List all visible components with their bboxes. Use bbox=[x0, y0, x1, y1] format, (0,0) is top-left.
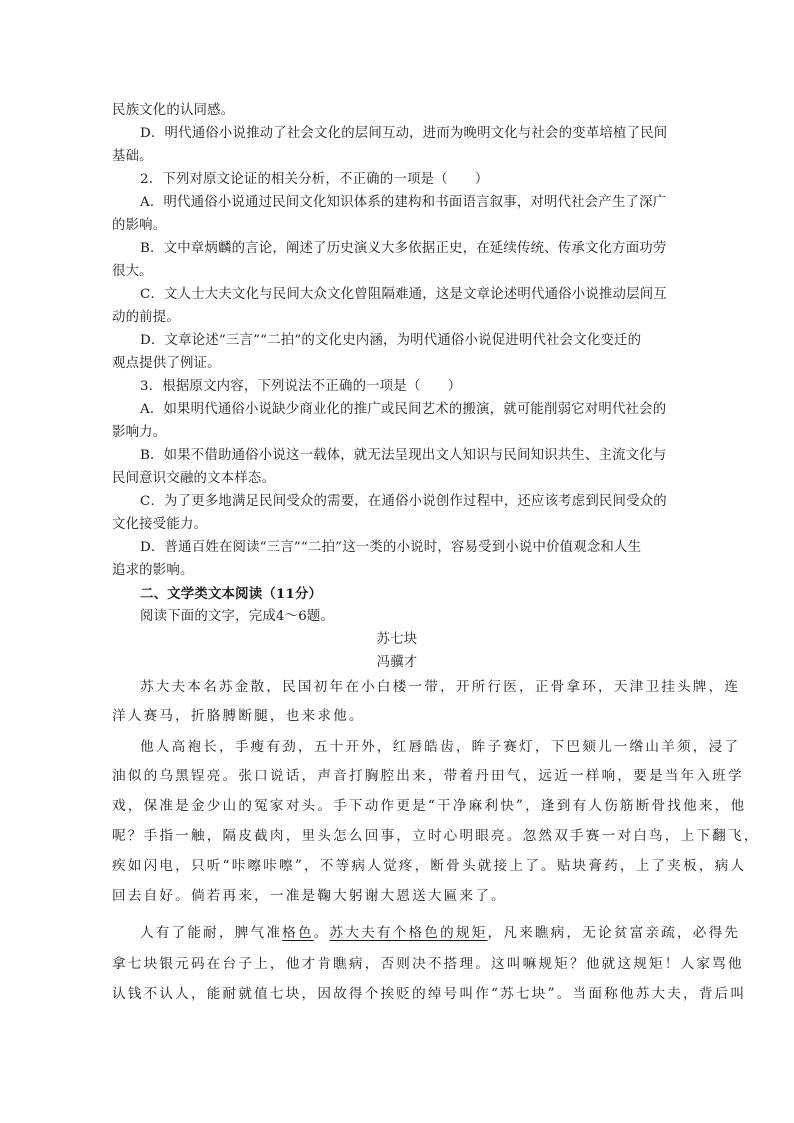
story-line: 苏大夫本名苏金散，民国初年在小白楼一带，开所行医，正骨拿环，天津卫挂头牌，连 bbox=[140, 679, 741, 695]
option-d-line: D．明代通俗小说推动了社会文化的层间互动，进而为晚明文化与社会的变革培植了民间 bbox=[140, 126, 668, 141]
question-2: 2．下列对原文论证的相关分析，不正确的一项是（ ） bbox=[140, 172, 489, 187]
story-line: 回去自好。倘若再来，一准是鞠大躬谢大恩送大匾来了。 bbox=[112, 888, 507, 904]
story-line: 认钱不认人，能耐就值七块，因故得个挨贬的绰号叫作“苏七块”。当面称他苏大夫，背后叫 bbox=[112, 986, 747, 1002]
option-b-line: B．如果不借助通俗小说这一载体，就无法呈现出文人知识与民间知识共生、主流文化与 bbox=[140, 448, 667, 463]
story-line: 拿七块银元码在台子上，他才肯瞧病，否则决不搭理。这叫嘛规矩？他就这规矩！人家骂他 bbox=[112, 956, 744, 972]
story-author: 冯骥才 bbox=[376, 655, 418, 670]
story-line: 戏，保准是金少山的冤家对头。手下动作更是“干净麻利快”，逢到有人伤筋断骨找他来，他 bbox=[112, 798, 747, 814]
option-c-line: C．文人士大夫文化与民间大众文化曾阻隔难通，这是文章论述明代通俗小说推动层间互 bbox=[140, 287, 667, 302]
text-line: 基础。 bbox=[112, 149, 153, 164]
story-text: ，凡来瞧病，无论贫富亲疏，必得先 bbox=[487, 925, 741, 941]
underlined-phrase: 苏大夫有个格色的规矩 bbox=[329, 925, 488, 941]
option-a-line: A．如果明代通俗小说缺少商业化的推广或民间艺术的搬演，就可能削弱它对明代社会的 bbox=[140, 402, 667, 417]
option-a-line: A．明代通俗小说通过民间文化知识体系的建构和书面语言叙事，对明代社会产生了深广 bbox=[140, 195, 667, 210]
section-heading: 二、文学类文本阅读（11分） bbox=[140, 586, 323, 602]
text-line: 民间意识交融的文本样态。 bbox=[112, 471, 276, 486]
story-text: 。 bbox=[313, 925, 330, 941]
story-line: 呢？手指一触，隔皮截肉，里头怎么回事，立时心明眼亮。忽然双手赛一对白鸟，上下翻飞， bbox=[112, 828, 760, 844]
text-line: 文化接受能力。 bbox=[112, 517, 208, 532]
option-b-line: B．文中章炳麟的言论，阐述了历史演义大多依据正史，在延续传统、传承文化方面功劳 bbox=[140, 241, 667, 256]
option-c-line: C．为了更多地满足民间受众的需要，在通俗小说创作过程中，还应该考虑到民间受众的 bbox=[140, 494, 667, 509]
text-line: 动的前提。 bbox=[112, 310, 180, 325]
story-line: 洋人赛马，折胳膊断腿，也来求他。 bbox=[112, 708, 365, 724]
text-line: 影响力。 bbox=[112, 425, 167, 440]
story-line bbox=[140, 922, 741, 944]
story-text: 人有了能耐，脾气准 bbox=[140, 925, 283, 941]
text-line: 民族文化的认同感。 bbox=[112, 103, 235, 118]
story-title: 苏七块 bbox=[376, 632, 418, 647]
text-line: 追求的影响。 bbox=[112, 563, 194, 578]
story-line: 疾如闪电，只听“咔嚓咔嚓”，不等病人觉疼，断骨头就接上了。贴块膏药，上了夹板，病人 bbox=[112, 858, 747, 874]
option-d-line: D．普通百姓在阅读“三言”“二拍”这一类的小说时，容易受到小说中价值观念和人生 bbox=[140, 540, 642, 555]
story-line: 油似的乌黑锃亮。张口说话，声音打胸腔出来，带着丹田气，远近一样响，要是当年入班学 bbox=[112, 768, 744, 784]
question-3: 3．根据原文内容，下列说法不正确的一项是（ ） bbox=[140, 379, 462, 394]
text-line: 的影响。 bbox=[112, 218, 167, 233]
underlined-phrase: 格色 bbox=[282, 925, 314, 941]
story-line: 他人高袍长，手瘦有劲，五十开外，红唇皓齿，眸子赛灯，下巴颏儿一绺山羊须，浸了 bbox=[140, 739, 741, 755]
text-line: 很大。 bbox=[112, 264, 153, 279]
text-line: 观点提供了例证。 bbox=[112, 356, 221, 371]
reading-instruction: 阅读下面的文字，完成4～6题。 bbox=[140, 609, 335, 624]
option-d-line: D．文章论述“三言”“二拍”的文化史内涵，为明代通俗小说促进明代社会文化变迁的 bbox=[140, 333, 642, 348]
